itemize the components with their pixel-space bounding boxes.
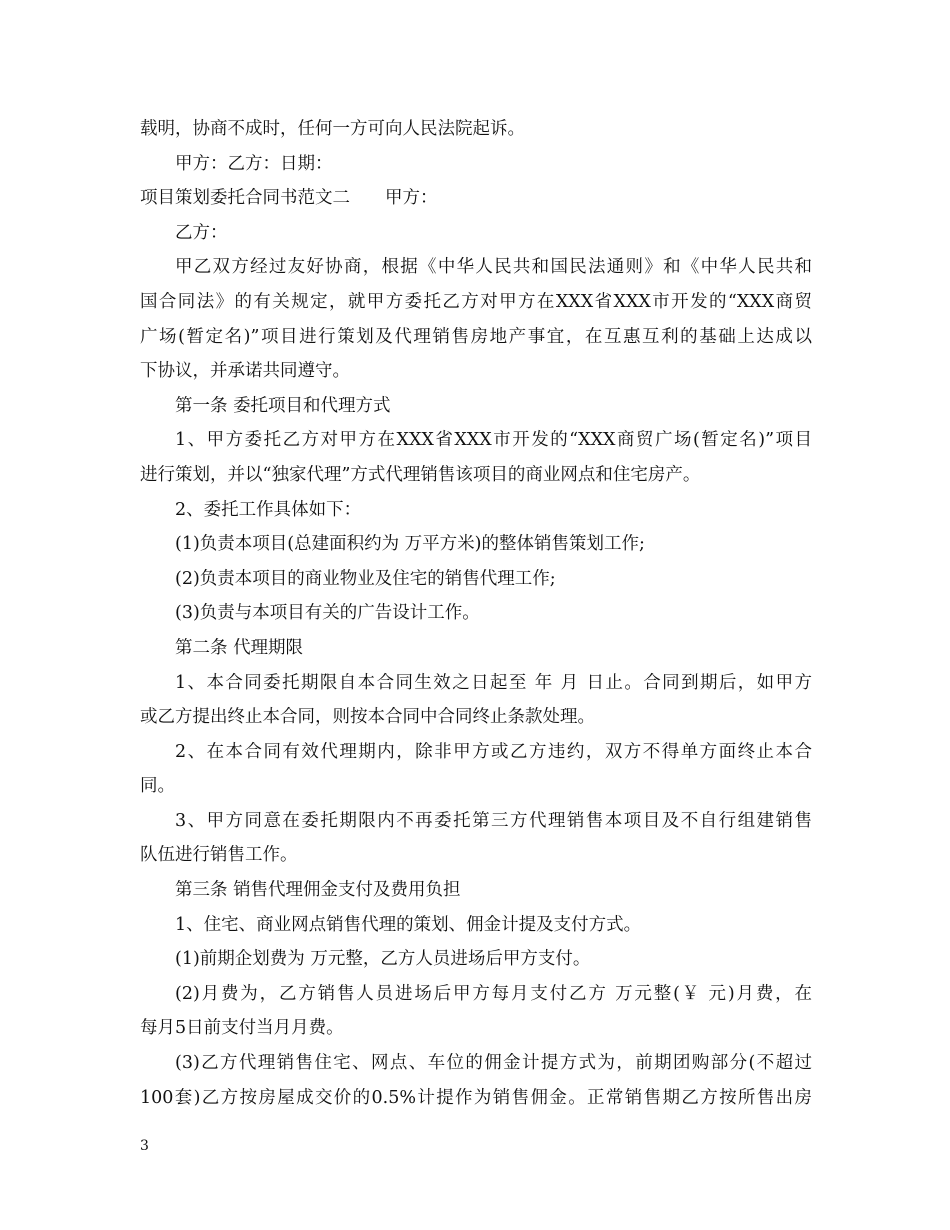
text-line: 或乙方提出终止本合同，则按本合同中合同终止条款处理。 — [140, 707, 595, 728]
text-line: (3)乙方代理销售住宅、网点、车位的佣金计提方式为，前期团购部分(不超过 — [175, 1053, 812, 1074]
text-line: 3、甲方同意在委托期限内不再委托第三方代理销售本项目及不自行组建销售 — [175, 810, 812, 831]
page-number: 3 — [140, 1138, 149, 1154]
text-line: 1、住宅、商业网点销售代理的策划、佣金计提及支付方式。 — [175, 914, 642, 935]
text-line: 第三条 销售代理佣金支付及费用负担 — [175, 880, 461, 901]
text-line: 1、本合同委托期限自本合同生效之日起至 年 月 日止。合同到期后，如甲方 — [175, 672, 812, 693]
text-line: 1、甲方委托乙方对甲方在XXX省XXX市开发的“XXX商贸广场(暂定名)”项目 — [175, 430, 812, 451]
text-line: 甲方：乙方：日期： — [175, 153, 333, 174]
text-line: 国合同法》的有关规定，就甲方委托乙方对甲方在XXX省XXX市开发的“XXX商贸 — [140, 291, 812, 312]
document-body — [140, 112, 812, 1115]
text-line: 第二条 代理期限 — [175, 637, 304, 658]
text-line: (3)负责与本项目有关的广告设计工作。 — [175, 603, 480, 624]
text-line: (2)月费为，乙方销售人员进场后甲方每月支付乙方 万元整(￥ 元)月费，在 — [175, 983, 812, 1004]
text-line: 广场(暂定名)”项目进行策划及代理销售房地产事宜，在互惠互利的基础上达成以 — [140, 326, 812, 347]
text-line: (2)负责本项目的商业物业及住宅的销售代理工作; — [175, 568, 556, 589]
text-line: 第一条 委托项目和代理方式 — [175, 395, 391, 416]
text-line: 同。 — [140, 776, 175, 797]
text-line: 甲乙双方经过友好协商，根据《中华人民共和国民法通则》和《中华人民共和 — [175, 257, 812, 278]
text-line: 队伍进行销售工作。 — [140, 845, 298, 866]
text-line: 下协议，并承诺共同遵守。 — [140, 361, 350, 382]
text-line: 乙方： — [175, 222, 228, 243]
text-line: 项目策划委托合同书范文二 甲方： — [140, 188, 438, 209]
text-line: 载明，协商不成时，任何一方可向人民法院起诉。 — [140, 119, 525, 139]
text-line: (1)负责本项目(总建面积约为 万平方米)的整体销售策划工作; — [175, 534, 645, 555]
text-line: 每月5日前支付当月月费。 — [140, 1018, 344, 1039]
text-line: 2、在本合同有效代理期内，除非甲方或乙方违约，双方不得单方面终止本合 — [175, 741, 812, 762]
text-line: 进行策划，并以“独家代理”方式代理销售该项目的商业网点和住宅房产。 — [140, 464, 701, 485]
text-line: (1)前期企划费为 万元整，乙方人员进场后甲方支付。 — [175, 949, 591, 970]
text-line: 100套)乙方按房屋成交价的0.5%计提作为销售佣金。正常销售期乙方按所售出房 — [140, 1087, 812, 1108]
text-line: 2、委托工作具体如下： — [175, 499, 362, 520]
